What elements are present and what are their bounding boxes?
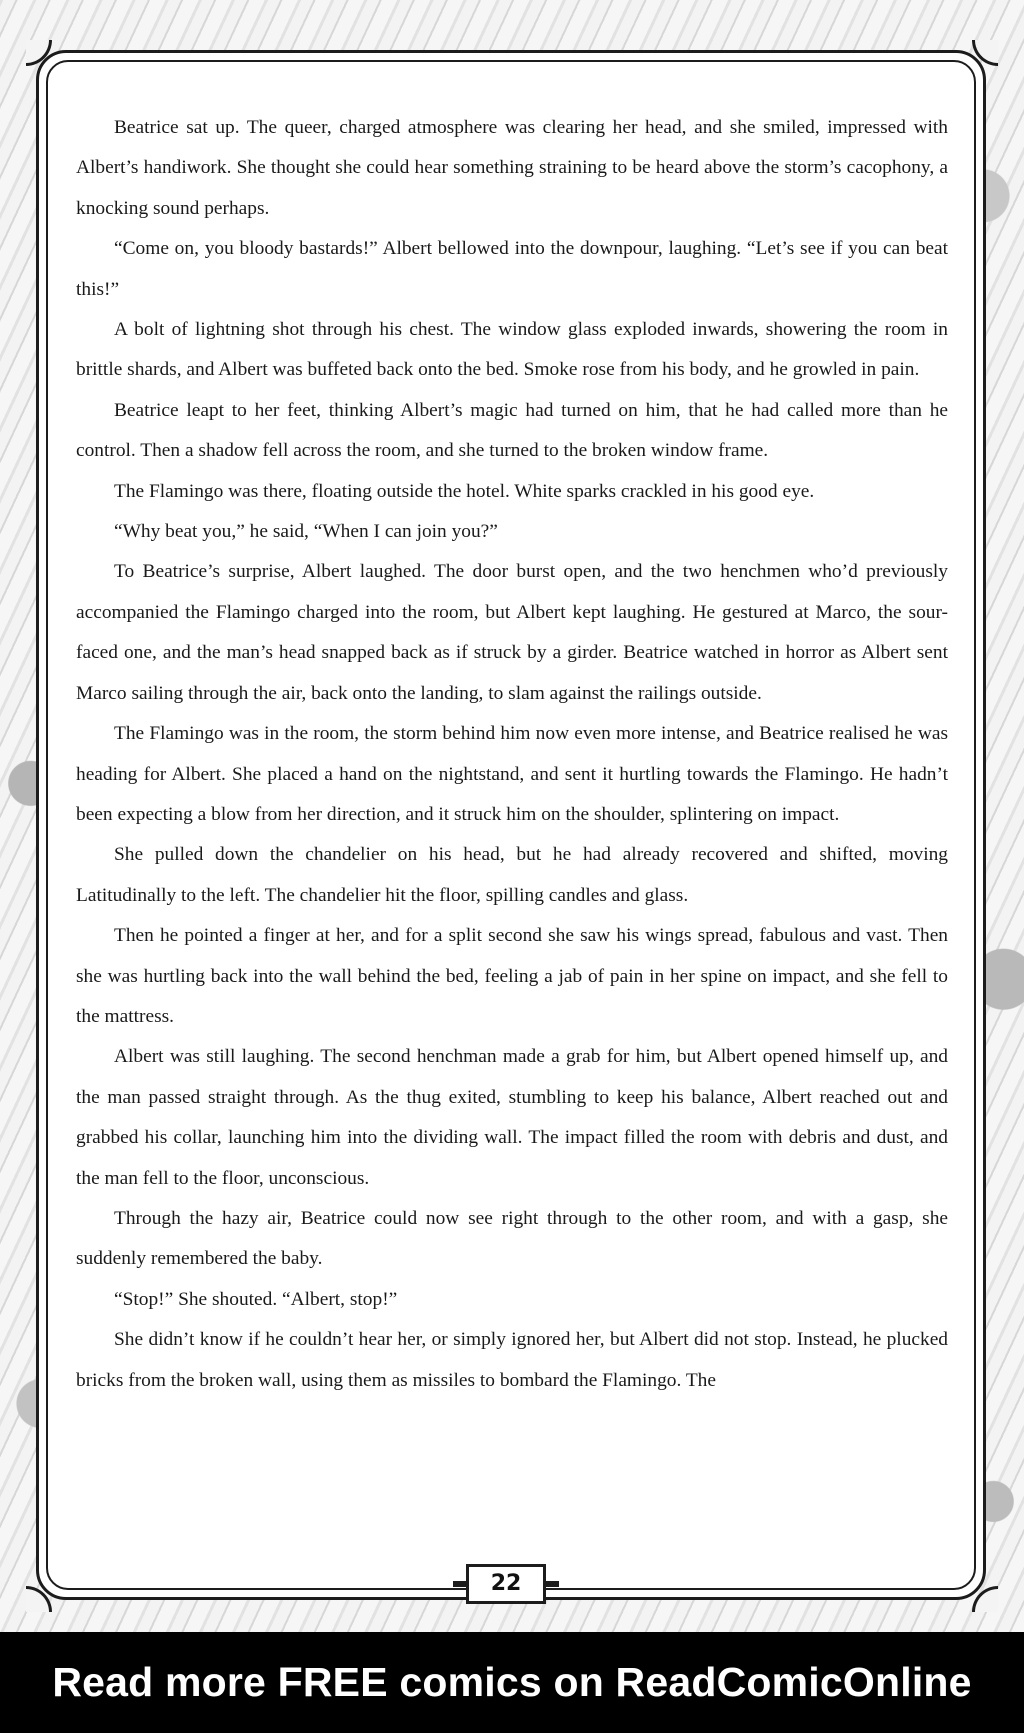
- paragraph: A bolt of lightning shot through his chest. The window glass exploded inwards, showering the room in brittle shards, and Albert was buffeted back onto the bed. Smoke rose from his body, and he growled in pain.: [76, 319, 948, 381]
- paragraph: Through the hazy air, Beatrice could now see right through to the other room, and with a gasp, she suddenly remembered the baby.: [76, 1207, 948, 1270]
- paragraph: “Stop!” She shouted. “Albert, stop!”: [114, 1288, 398, 1310]
- page-number: 22: [466, 1564, 546, 1604]
- paragraph: Then he pointed a finger at her, and for a split second she saw his wings spread, fabulous and vast. Then she was hurtling back into the wall behind the bed, feeling a jab of pain in her spine on impact, and she fell to the mattress.: [76, 925, 948, 1027]
- paragraph: The Flamingo was in the room, the storm behind him now even more intense, and Beatrice realised he was heading for Albert. She placed a hand on the nightstand, and sent it hurtling towards the Flamingo. He hadn’t been expecting a blow from her direction, and it struck him on the shoulder, splintering on impact.: [76, 723, 948, 825]
- paragraph: The Flamingo was there, floating outside the hotel. White sparks crackled in his good eye.: [114, 480, 815, 502]
- paragraph: Albert was still laughing. The second henchman made a grab for him, but Albert opened himself up, and the man passed straight through. As the thug exited, stumbling to keep his balance, Albert reached out and grabbed his collar, launching him into the dividing wall. The impact filled the room with debris and dust, and the man fell to the floor, unconscious.: [76, 1046, 948, 1189]
- paragraph: Beatrice sat up. The queer, charged atmosphere was clearing her head, and she smiled, impressed with Albert’s handiwork. She thought she could hear something straining to be heard above the storm’s cacophony, a knocking sound perhaps.: [76, 117, 948, 219]
- paragraph: “Come on, you bloody bastards!” Albert bellowed into the downpour, laughing. “Let’s see if you can beat this!”: [76, 238, 948, 300]
- paragraph: Beatrice leapt to her feet, thinking Albert’s magic had turned on him, that he had called more than he control. Then a shadow fell across the room, and she turned to the broken window frame.: [76, 399, 948, 462]
- story-text: [76, 108, 948, 1401]
- paragraph: To Beatrice’s surprise, Albert laughed. The door burst open, and the two henchmen who’d previously accompanied the Flamingo charged into the room, but Albert kept laughing. He gestured at Marco, the sour-faced one, and the man’s head snapped back as if struck by a girder. Beatrice watched in horror as Albert sent Marco sailing through the air, back onto the landing, to slam against the railings outside.: [76, 561, 948, 704]
- paragraph: She pulled down the chandelier on his head, but he had already recovered and shifted, moving Latitudinally to the left. The chandelier hit the floor, spilling candles and glass.: [76, 844, 948, 906]
- paragraph: “Why beat you,” he said, “When I can join you?”: [114, 521, 498, 543]
- paragraph: She didn’t know if he couldn’t hear her, or simply ignored her, but Albert did not stop. Instead, he plucked bricks from the broken wall, using them as missiles to bombard the Flamingo. The: [76, 1329, 948, 1391]
- promo-banner[interactable]: Read more FREE comics on ReadComicOnline: [0, 1632, 1024, 1733]
